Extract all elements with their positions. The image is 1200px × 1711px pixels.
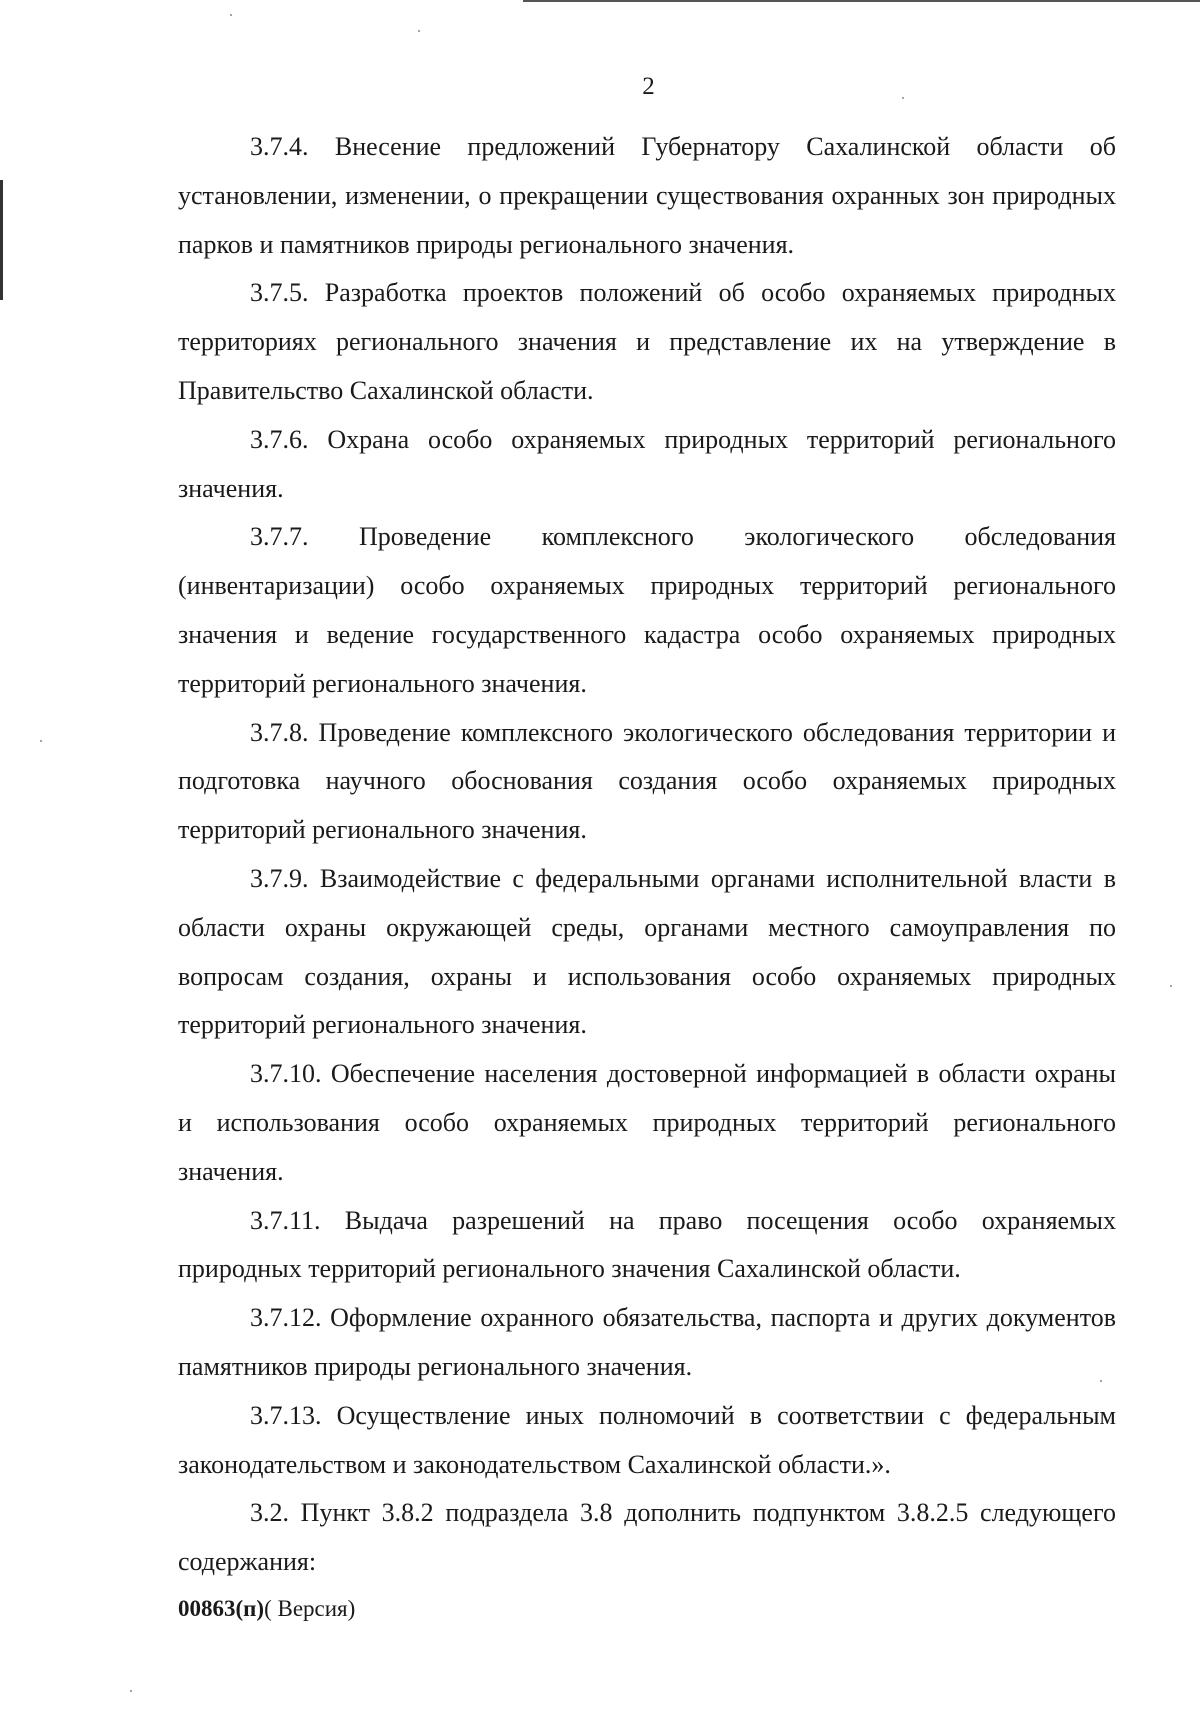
left-scan-edge-mark bbox=[0, 180, 3, 300]
paragraph-3-7-9: 3.7.9. Взаимодействие с федеральными органами исполнительной власти в области охраны окружающей среды, органами местного самоуправления по вопросам создания, охраны и использования особо охраняемых природных территорий регионального значения. bbox=[178, 863, 1116, 1040]
paragraph-3-7-10: 3.7.10. Обеспечение населения достоверной информацией в области охраны и использования особо охраняемых природных территорий регионального значения. bbox=[178, 1059, 1116, 1186]
document-body bbox=[178, 123, 1116, 1587]
scan-speck bbox=[1170, 985, 1172, 987]
scan-speck bbox=[130, 1690, 132, 1692]
paragraph-3-7-8: 3.7.8. Проведение комплексного экологического обследования территории и подготовка научного обоснования создания особо охраняемых природных территорий регионального значения. bbox=[178, 717, 1116, 845]
paragraph-3-7-4: 3.7.4. Внесение предложений Губернатору Сахалинской области об установлении, изменении, о прекращении существования охранных зон природных парков и памятников природы регионального значения. bbox=[178, 132, 1116, 259]
paragraph-3-7-11: 3.7.11. Выдача разрешений на право посещения особо охраняемых природных территорий регионального значения Сахалинской области. bbox=[178, 1205, 1116, 1284]
paragraph-3-7-12: 3.7.12. Оформление охранного обязательства, паспорта и других документов памятников природы регионального значения. bbox=[178, 1303, 1116, 1381]
scan-speck bbox=[230, 14, 232, 16]
scan-speck bbox=[40, 740, 42, 742]
paragraph-3-7-6: 3.7.6. Охрана особо охраняемых природных территорий регионального значения. bbox=[178, 424, 1116, 503]
document-code: 00863(п) bbox=[178, 1596, 265, 1621]
scan-speck bbox=[418, 30, 420, 32]
document-version: ( Версия) bbox=[264, 1596, 356, 1621]
paragraph-3-7-7: 3.7.7. Проведение комплексного экологического обследования (инвентаризации) особо охраняемых природных территорий регионального значения и ведение государственного кадастра особо охраняемых природных территорий регионального значения. bbox=[178, 522, 1116, 698]
paragraph-3-7-13: 3.7.13. Осуществление иных полномочий в соответствии с федеральным законодательством и законодательством Сахалинской области.». bbox=[178, 1400, 1116, 1479]
document-footer bbox=[178, 1596, 355, 1622]
page-number: 2 bbox=[642, 73, 655, 100]
paragraph-3-2: 3.2. Пункт 3.8.2 подраздела 3.8 дополнить подпунктом 3.8.2.5 следующего содержания: bbox=[178, 1498, 1116, 1577]
top-scan-edge-line bbox=[523, 0, 1200, 2]
paragraph-3-7-5: 3.7.5. Разработка проектов положений об особо охраняемых природных территориях регионального значения и представление их на утверждение в Правительство Сахалинской области. bbox=[178, 278, 1116, 405]
